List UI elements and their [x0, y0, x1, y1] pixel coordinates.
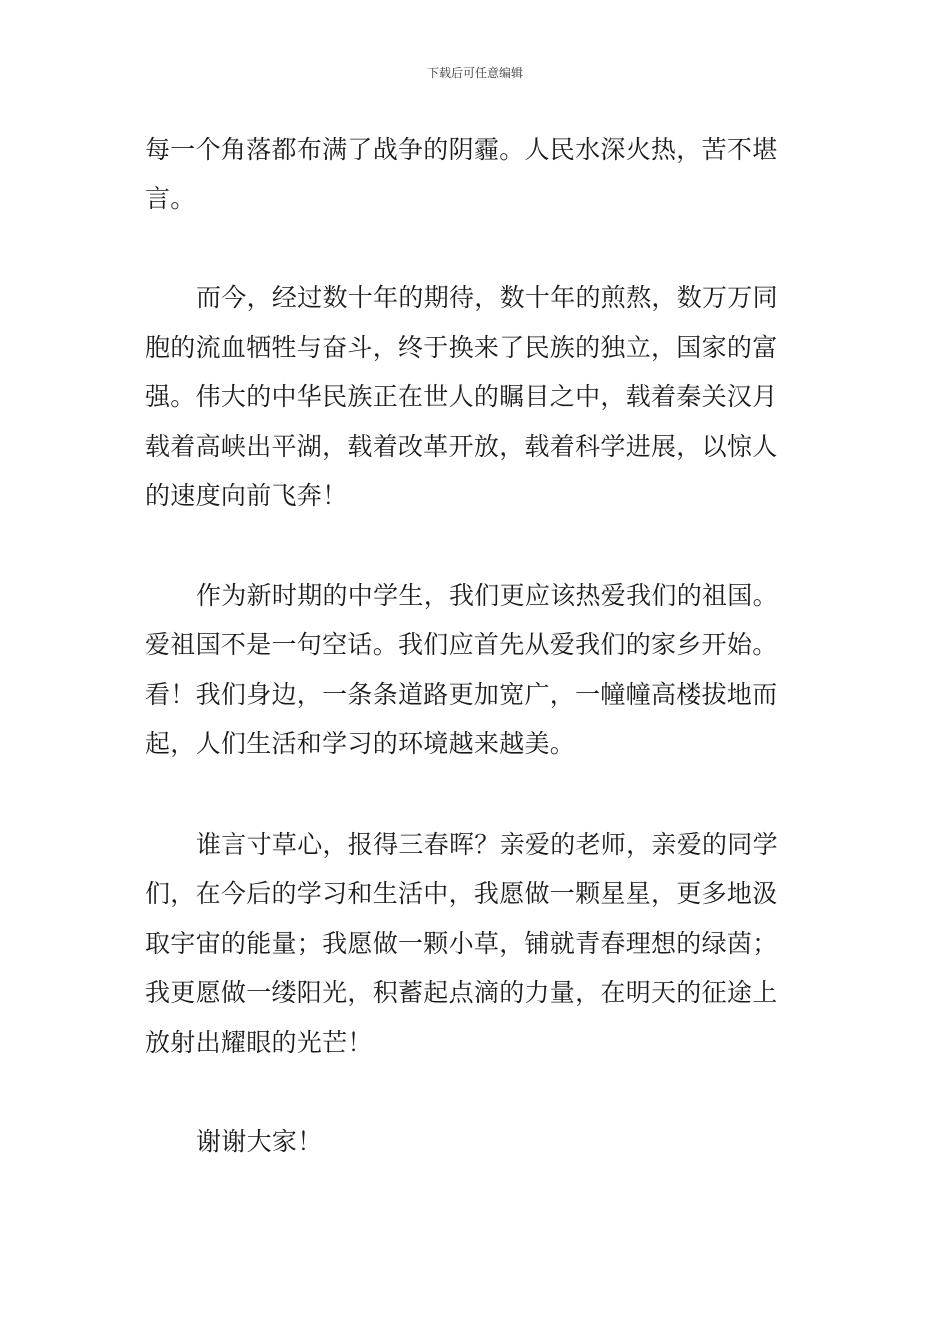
- paragraph-1-line-2: 言。: [145, 184, 196, 213]
- paragraph-5-line-1: 谢谢大家！: [196, 1127, 323, 1156]
- paragraph-2-line-2: 胞的流血牺牲与奋斗，终于换来了民族的独立，国家的富: [145, 333, 778, 362]
- paragraph-2-line-4: 载着高峡出平湖，载着改革开放，载着科学进展，以惊人: [145, 432, 778, 461]
- paragraph-2-line-1: 而今，经过数十年的期待，数十年的煎熬，数万万同: [196, 283, 778, 312]
- paragraph-2-line-3: 强。伟大的中华民族正在世人的瞩目之中，载着秦关汉月: [145, 382, 778, 411]
- paragraph-4-line-5: 放射出耀眼的光芒！: [145, 1028, 373, 1057]
- paragraph-4-line-4: 我更愿做一缕阳光，积蓄起点滴的力量，在明天的征途上: [145, 978, 778, 1007]
- paragraph-3-line-4: 起，人们生活和学习的环境越来越美。: [145, 729, 576, 758]
- paragraph-2-line-5: 的速度向前飞奔！: [145, 481, 348, 510]
- paragraph-3-line-3: 看！我们身边，一条条道路更加宽广，一幢幢高楼拔地而: [145, 680, 778, 709]
- paragraph-1-line-1: 每一个角落都布满了战争的阴霾。人民水深火热，苦不堪: [145, 135, 778, 164]
- paragraph-3-line-1: 作为新时期的中学生，我们更应该热爱我们的祖国。: [196, 581, 778, 610]
- paragraph-4-line-2: 们，在今后的学习和生活中，我愿做一颗星星，更多地汲: [145, 879, 778, 908]
- paragraph-4-line-3: 取宇宙的能量；我愿做一颗小草，铺就青春理想的绿茵；: [145, 929, 778, 958]
- paragraph-4-line-1: 谁言寸草心，报得三春晖？亲爱的老师，亲爱的同学: [196, 830, 778, 859]
- paragraph-3-line-2: 爱祖国不是一句空话。我们应首先从爱我们的家乡开始。: [145, 630, 778, 659]
- page-header: 下载后可任意编辑: [426, 66, 523, 80]
